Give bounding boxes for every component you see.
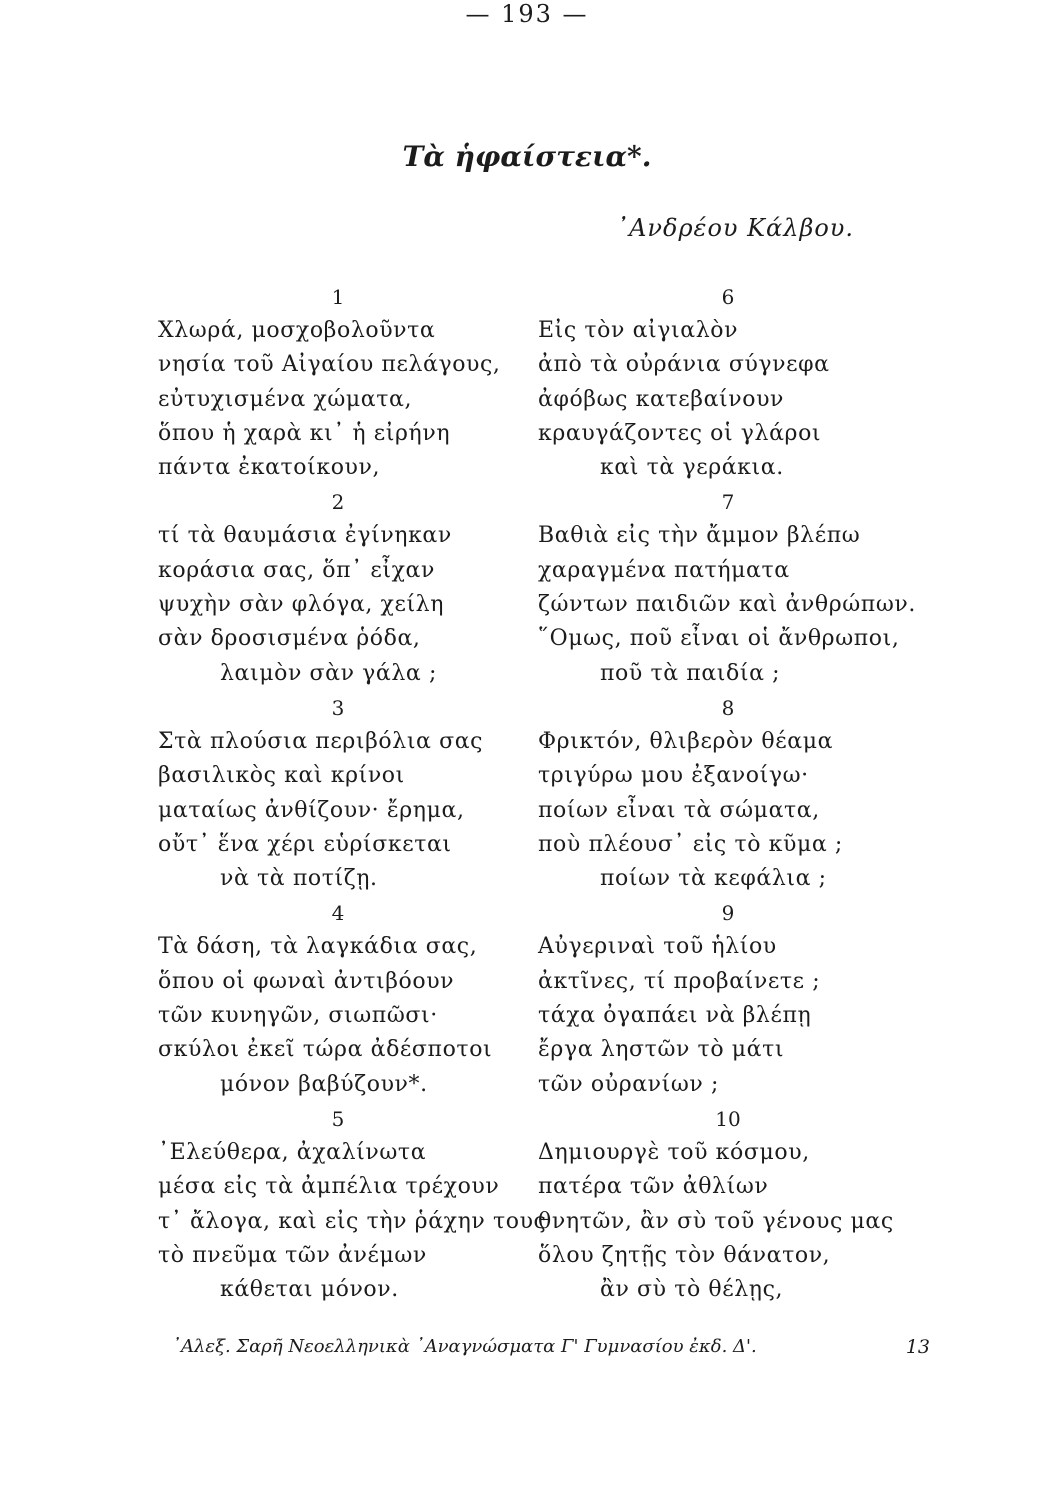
verse-line: ποῦ τὰ παιδία ; bbox=[600, 660, 781, 686]
verse-line: Στὰ πλούσια περιβόλια σας bbox=[158, 728, 484, 754]
verse-line: ποὺ πλέουσ᾿ εἰς τὸ κῦμα ; bbox=[538, 831, 843, 857]
verse-line: βασιλικὸς καὶ κρίνοι bbox=[158, 763, 405, 789]
stanza-number: 3 bbox=[331, 695, 345, 720]
verse-line: ἀφόβως κατεβαίνουν bbox=[538, 386, 785, 412]
stanza-number: 1 bbox=[331, 285, 345, 309]
verse-line: ποίων εἶναι τὰ σώματα, bbox=[538, 797, 820, 823]
verse-line: τάχα ὀγαπάει νὰ βλέπῃ bbox=[538, 1003, 812, 1029]
stanza bbox=[538, 691, 928, 896]
poem-author: ᾿Ανδρέου Κάλβου. bbox=[616, 214, 854, 242]
verse-line: ἀπὸ τὰ οὐράνια σύγνεφα bbox=[538, 352, 830, 378]
stanza-number: 9 bbox=[721, 901, 735, 926]
verse-line: ὅπου ἡ χαρὰ κι᾿ ἡ εἰρήνη bbox=[158, 420, 451, 446]
verse-line: κοράσια σας, ὅπ᾿ εἶχαν bbox=[158, 557, 435, 583]
verse-line: ματαίως ἀνθίζουν· ἔρημα, bbox=[158, 797, 465, 823]
verse-line: ὅλου ζητῇς τὸν θάνατον, bbox=[538, 1242, 831, 1268]
verse-line: ποίων τὰ κεφάλια ; bbox=[600, 866, 827, 892]
stanza bbox=[538, 1102, 928, 1307]
stanza bbox=[158, 1102, 548, 1307]
stanza-number: 10 bbox=[715, 1106, 741, 1131]
verse-line: ἔργα ληστῶν τὸ μάτι bbox=[538, 1037, 785, 1063]
verse-line: κραυγάζοντες οἱ γλάροι bbox=[538, 420, 822, 446]
verse-line: τριγύρω μου ἐξανοίγω· bbox=[538, 763, 809, 789]
stanza bbox=[538, 280, 928, 485]
stanza-number: 6 bbox=[721, 285, 735, 309]
verse-line: νησία τοῦ Αἰγαίου πελάγους, bbox=[158, 352, 501, 378]
verse-line: τῶν κυνηγῶν, σιωπῶσι· bbox=[158, 1003, 438, 1029]
stanza-number: 7 bbox=[721, 490, 735, 515]
verse-line: ὅπου οἱ φωναὶ ἀντιβόουν bbox=[158, 968, 455, 994]
verse-line: σκύλοι ἐκεῖ τώρα ἀδέσποτοι bbox=[158, 1037, 493, 1063]
verse-line: σὰν δροσισμένα ῥόδα, bbox=[158, 626, 421, 652]
stanza bbox=[538, 485, 928, 690]
verse-line: νὰ τὰ ποτίζῃ. bbox=[220, 866, 378, 892]
footer bbox=[172, 1336, 942, 1357]
verse-line: μόνον βαβύζουν*. bbox=[220, 1071, 428, 1097]
stanza bbox=[158, 280, 548, 485]
verse-line: ψυχὴν σὰν φλόγα, χείλη bbox=[158, 592, 445, 618]
verse-line: ζώντων παιδιῶν καὶ ἀνθρώπων. bbox=[538, 592, 916, 618]
poem-title: Τὰ ἡφαίστεια*. bbox=[402, 140, 652, 173]
verse-line: τῶν οὐρανίων ; bbox=[538, 1071, 720, 1097]
verse-line: ᾿Ελεύθερα, ἀχαλίνωτα bbox=[158, 1139, 427, 1165]
page-number: — 193 — bbox=[465, 0, 589, 28]
stanza bbox=[158, 485, 548, 690]
stanza-number: 8 bbox=[721, 695, 735, 720]
verse-line: χαραγμένα πατήματα bbox=[538, 557, 790, 583]
verse-line: ἀκτῖνες, τί προβαίνετε ; bbox=[538, 968, 821, 994]
verse-line: τὸ πνεῦμα τῶν ἀνέμων bbox=[158, 1242, 427, 1268]
verse-line: ῞Ομως, ποῦ εἶναι οἱ ἄνθρωποι, bbox=[538, 626, 900, 652]
verse-line: Φρικτόν, θλιβερὸν θέαμα bbox=[538, 728, 834, 754]
verse-line: κάθεται μόνον. bbox=[220, 1277, 399, 1303]
stanza-number: 5 bbox=[331, 1106, 345, 1131]
verse-line: λαιμὸν σὰν γάλα ; bbox=[220, 660, 437, 686]
verse-line: οὔτ᾿ ἕνα χέρι εὑρίσκεται bbox=[158, 831, 452, 857]
verse-line: Αὐγεριναὶ τοῦ ἡλίου bbox=[538, 934, 777, 960]
footer-reference: ᾿Αλεξ. Σαρῆ Νεοελληνικὰ ᾿Αναγνώσματα Γ' Γυμνασίου ἐκδ. Δ'. bbox=[172, 1336, 757, 1357]
verse-line: ἂν σὺ τὸ θέλῃς, bbox=[600, 1277, 784, 1303]
stanza-number: 2 bbox=[331, 490, 345, 515]
verse-line: Τὰ δάση, τὰ λαγκάδια σας, bbox=[158, 934, 478, 960]
verse-line: εὐτυχισμένα χώματα, bbox=[158, 386, 413, 412]
stanza-number: 4 bbox=[331, 901, 345, 926]
verse-line: Δημιουργὲ τοῦ κόσμου, bbox=[538, 1139, 810, 1165]
verse-line: μέσα εἰς τὰ ἀμπέλια τρέχουν bbox=[158, 1174, 500, 1200]
verse-line: πάντα ἐκατοίκουν, bbox=[158, 455, 381, 481]
stanza bbox=[158, 896, 548, 1101]
left-column bbox=[158, 280, 548, 1307]
verse-line: Εἰς τὸν αἰγιαλὸν bbox=[538, 318, 739, 343]
verse-line: καὶ τὰ γεράκια. bbox=[600, 455, 784, 481]
verse-line: Χλωρά, μοσχοβολοῦντα bbox=[158, 318, 436, 343]
verse-line: τ᾿ ἄλογα, καὶ εἰς τὴν ῥάχην τους bbox=[158, 1208, 547, 1234]
footer-signature-number: 13 bbox=[905, 1336, 930, 1358]
verse-line: θνητῶν, ἂν σὺ τοῦ γένους μας bbox=[538, 1208, 894, 1234]
verse-line: τί τὰ θαυμάσια ἐγίνηκαν bbox=[158, 523, 452, 549]
right-column bbox=[538, 280, 928, 1307]
verse-line: πατέρα τῶν ἀθλίων bbox=[538, 1174, 769, 1200]
stanza bbox=[158, 691, 548, 896]
verse-line: Βαθιὰ εἰς τὴν ἄμμον βλέπω bbox=[538, 523, 861, 549]
stanza bbox=[538, 896, 928, 1101]
